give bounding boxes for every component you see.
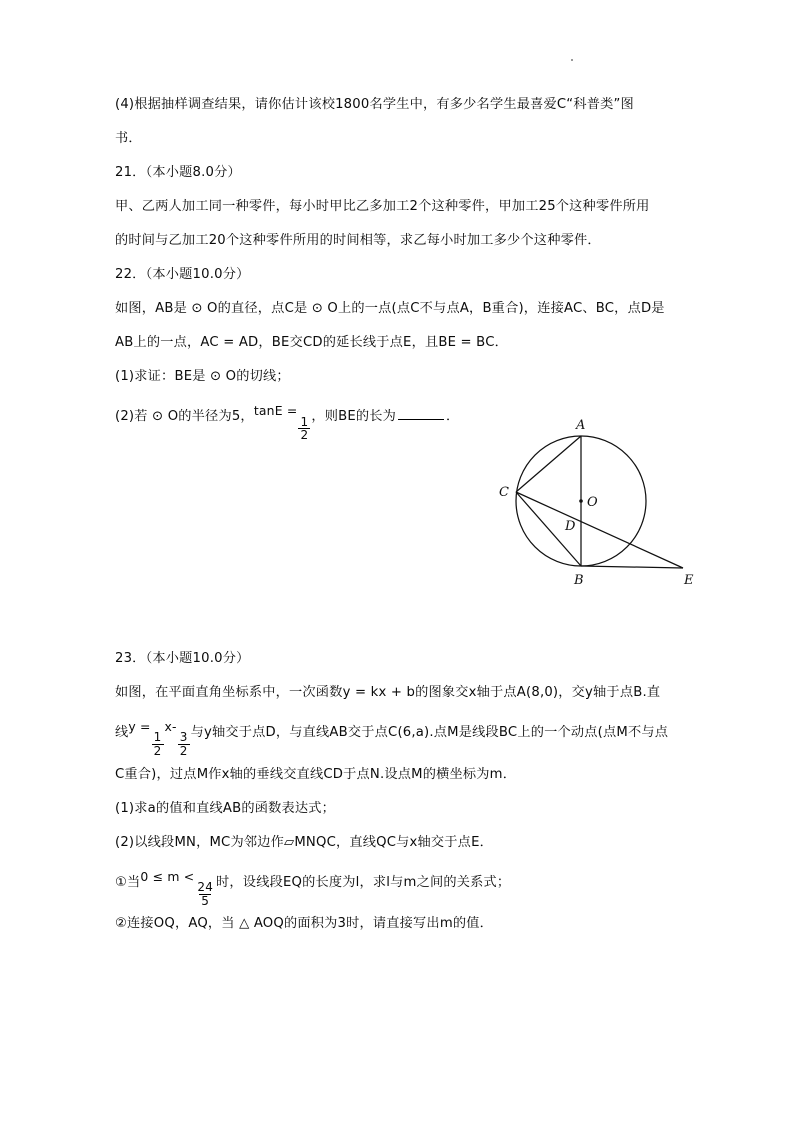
q23-fraction-24-5 (195, 881, 215, 907)
q23-points: （本小题10.0分） (145, 650, 250, 666)
q21-points: （本小题8.0分） (145, 165, 241, 180)
q22-circle-figure (480, 412, 710, 602)
q23-part2: (2)以线段MN，MC为邻边作▱MNQC，直线QC与x轴交于点E． (115, 834, 493, 850)
q22-heading (115, 258, 715, 292)
q21-body-line2: 的时间与乙加工20个这种零件所用的时间相等，求乙每小时加工多少个这种零件． (115, 233, 601, 248)
q23-number: 23． (115, 650, 146, 666)
q23-item1-inequality: 0 ≤ m < (140, 868, 195, 884)
q23-5-denominator: 5 (201, 893, 210, 908)
q23-body-line3: C重合)，过点M作x轴的垂线交直线CD于点N.设点M的横坐标为m． (115, 766, 517, 782)
q23-threehalves-denominator: 2 (179, 743, 188, 758)
q23-part1: (1)求a的值和直线AB的函数表达式； (115, 800, 336, 816)
q23-line2-prefix: 线 (115, 724, 129, 740)
q23-half-denominator: 2 (153, 743, 162, 758)
q23-half-numerator: 1 (153, 730, 162, 745)
q23-part2-item2: ②连接OQ，AQ，当 △ AOQ的面积为3时，请直接写出m的值． (115, 916, 494, 932)
q22-tan-fraction (298, 416, 310, 442)
q23-fraction-half (152, 731, 164, 757)
q23-item1-suffix: 时，设线段EQ的长度为l，求l与m之间的关系式； (216, 874, 511, 890)
label-a: A (576, 418, 586, 433)
segment-be (581, 566, 683, 568)
label-o: O (587, 495, 598, 510)
q22-number: 22． (115, 267, 146, 282)
q22-body-line1: 如图，AB是 ⊙ O的直径，点C是 ⊙ O上的一点(点C不与点A，B重合)，连接AC、BC，点D是 (115, 301, 665, 316)
label-b: B (574, 573, 584, 588)
q20-item4-line1: (4)根据抽样调查结果，请你估计该校1800名学生中，有多少名学生最喜爱C“科普类”图 (115, 97, 634, 112)
q22-points: （本小题10.0分） (145, 267, 250, 282)
q22-part2-prefix: (2)若 ⊙ O的半径为5， (115, 409, 254, 425)
q23-body-line2 (115, 710, 715, 758)
label-d: D (565, 519, 576, 534)
q23-line2-suffix: 与y轴交于点D，与直线AB交于点C(6,a).点M是线段BC上的一个动点(点M不与点 (190, 724, 669, 740)
q23-fraction-three-halves (178, 731, 190, 757)
q23-item1-prefix: ①当 (115, 874, 141, 890)
q22-answer-blank[interactable] (398, 408, 444, 420)
q21-body-line1: 甲、乙两人加工同一种零件，每小时甲比乙多加工2个这种零件，甲加工25个这种零件所用 (115, 199, 650, 214)
label-c: C (499, 485, 509, 500)
q22-part1: (1)求证：BE是 ⊙ O的切线； (115, 369, 290, 384)
q23-24-numerator: 24 (197, 880, 214, 895)
q23-heading (115, 642, 715, 676)
q20-item4-line2: 书． (115, 131, 142, 146)
q22-body-line2: AB上的一点，AC = AD，BE交CD的延长线于点E，且BE = BC． (115, 335, 508, 350)
q23-threehalves-numerator: 3 (179, 730, 188, 745)
q22-part2-end: ． (446, 409, 460, 425)
scan-speck-artifact (571, 59, 573, 61)
q23-line2-eq: y = (128, 718, 151, 734)
point-o-dot (579, 499, 583, 503)
q22-tan-denominator: 2 (300, 428, 309, 443)
q21-number: 21． (115, 165, 146, 180)
q23-line2-var: x- (164, 718, 177, 734)
q23-body-line1: 如图，在平面直角坐标系中，一次函数y = kx + b的图象交x轴于点A(8,0)，交y轴于点B.直 (115, 684, 661, 700)
label-e: E (684, 573, 694, 588)
q23-part2-item1 (115, 860, 715, 908)
q22-tan-label: tanE = (253, 403, 298, 418)
q22-part2-suffix: ，则BE的长为 (311, 409, 397, 425)
q22-tan-numerator: 1 (300, 414, 309, 429)
segment-ce (516, 492, 683, 568)
q21-heading (115, 156, 715, 190)
